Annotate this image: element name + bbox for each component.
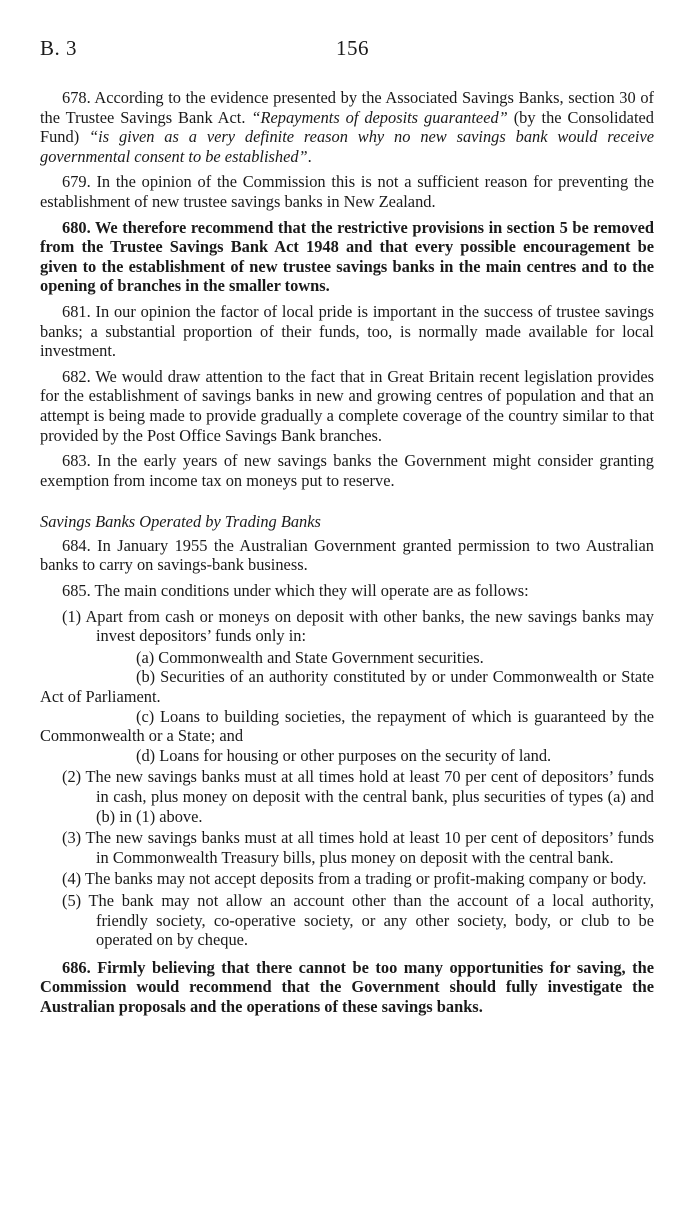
paragraph-684: 684. In January 1955 the Australian Government granted permission to two Australian banks to carry on savings-bank business.: [40, 535, 654, 575]
quote-definite-reason: “is given as a very definite reason why no new savings bank would receive governmental consent to be established”: [40, 127, 654, 166]
paragraph-678-text: 678. According to the evidence presented by the Associated Savings Banks, section 30 of the Trustee Savings Bank Act.: [40, 88, 654, 127]
paragraph-685: 685. The main conditions under which they will operate are as follows:: [62, 581, 529, 601]
condition-5: (5) The bank may not allow an account other than the account of a local authority, friendly society, co-operative society, or any other society, body, or club to be operated on by cheque.: [62, 890, 654, 950]
paragraph-678-text-2: (by the Consolidated Fund): [40, 107, 654, 147]
body-text: [40, 88, 654, 1017]
paragraph-681: 681. In our opinion the factor of local pride is important in the success of trustee savings banks; a substantial proportion of their funds, too, is normally made available for local investment.: [40, 301, 654, 361]
paragraph-682: 682. We would draw attention to the fact that in Great Britain recent legislation provides for the establishment of savings banks in new and growing centres of population and that an attempt is being made to provide gradually a complete coverage of the country similar to that provided by the Post Office Savings Bank branches.: [40, 366, 654, 445]
section-reference: B. 3: [40, 36, 78, 60]
condition-4: (4) The banks may not accept deposits from a trading or profit-making company or body.: [62, 869, 647, 889]
condition-2: (2) The new savings banks must at all times hold at least 70 per cent of depositors’ funds in cash, plus money on deposit with the central bank, plus securities of types (a) and (b) in (1) above.: [62, 767, 654, 826]
paragraph-680: 680. We therefore recommend that the restrictive provisions in section 5 be removed from the Trustee Savings Bank Act 1948 and that every possible encouragement be given to the establishment of new trustee savings banks in the main centres and to the opening of branches in the smaller towns.: [40, 217, 654, 296]
quote-repayments: “Repayments of deposits guaranteed”: [251, 107, 508, 127]
condition-3: (3) The new savings banks must at all times hold at least 10 per cent of depositors’ funds in Commonwealth Treasury bills, plus money on deposit with the central bank.: [62, 828, 654, 867]
document-page: [40, 36, 654, 1023]
condition-1c: (c) Loans to building societies, the repayment of which is guaranteed by the Commonwealth or a State; and: [40, 706, 654, 746]
paragraph-683: 683. In the early years of new savings banks the Government might consider granting exemption from income tax on moneys put to reserve.: [40, 451, 654, 490]
page-header: [40, 36, 654, 66]
paragraph-686: 686. Firmly believing that there cannot be too many opportunities for saving, the Commission would recommend that the Government should fully investigate the Australian proposals and the operations of these savings banks.: [40, 957, 654, 1016]
condition-1-subitems: [40, 648, 654, 766]
page-number: 156: [336, 36, 369, 60]
condition-1a: (a) Commonwealth and State Government securities.: [136, 647, 484, 667]
condition-1: (1) Apart from cash or moneys on deposit with other banks, the new savings banks may invest depositors’ funds only in:: [62, 606, 654, 646]
condition-1b: (b) Securities of an authority constituted by or under Commonwealth or State Act of Parliament.: [40, 667, 654, 707]
paragraph-679: 679. In the opinion of the Commission this is not a sufficient reason for preventing the establishment of new trustee savings banks in New Zealand.: [40, 172, 654, 211]
paragraph-678-end: .: [307, 146, 312, 166]
section-heading: Savings Banks Operated by Trading Banks: [40, 512, 321, 532]
condition-1d: (d) Loans for housing or other purposes on the security of land.: [136, 745, 552, 765]
paragraph-678: [40, 88, 654, 166]
